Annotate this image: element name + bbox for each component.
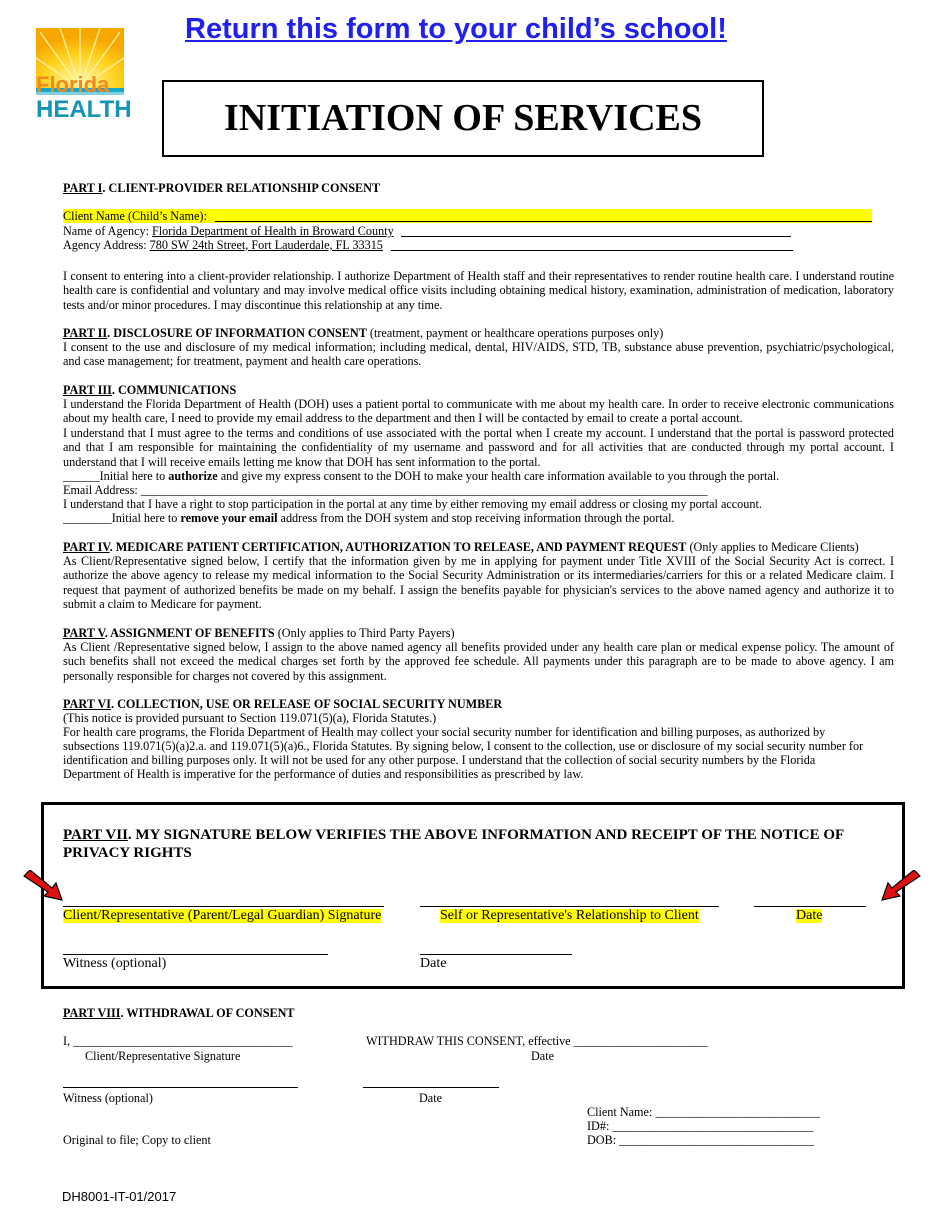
part6-line-4: Department of Health is imperative for the performance of duties and responsibilities as prescribed by law.: [63, 767, 584, 781]
signature-label: Client/Representative (Parent/Legal Guardian) Signature: [63, 908, 382, 923]
client-name-input-line[interactable]: [215, 221, 872, 222]
authorize-initial-row: ______Initial here to authorize and give my express consent to the DOH to make your health care information available to you through the portal.: [63, 469, 780, 483]
agency-address-value: 780 SW 24th Street, Fort Lauderdale, FL 33315: [149, 238, 383, 252]
relationship-line[interactable]: [420, 906, 719, 907]
part5-heading: PART V. ASSIGNMENT OF BENEFITS (Only applies to Third Party Payers): [63, 626, 455, 640]
part3-heading: PART III. COMMUNICATIONS: [63, 383, 237, 397]
part6-line-1: For health care programs, the Florida Department of Health may collect your social security number for identification and billing purposes, as authorized by: [63, 725, 826, 739]
witness-line[interactable]: [63, 954, 328, 955]
logo-text-florida: Florida: [36, 72, 110, 97]
signature-date-line[interactable]: [754, 906, 866, 907]
withdraw-witness-date-line[interactable]: [363, 1087, 499, 1088]
withdraw-effective-row: WITHDRAW THIS CONSENT, effective ______________________: [366, 1034, 708, 1048]
withdraw-witness-line[interactable]: [63, 1087, 298, 1088]
form-number: DH8001-IT-01/2017: [62, 1189, 177, 1204]
stamp-dob-field[interactable]: ________________________________: [619, 1133, 815, 1147]
copy-note: Original to file; Copy to client: [63, 1133, 211, 1147]
withdraw-witness-date-label: Date: [419, 1091, 443, 1105]
part6-notice: (This notice is provided pursuant to Section 119.071(5)(a), Florida Statutes.): [63, 711, 437, 725]
part6-line-3: identification and billing purposes only. It will not be used for any other purpose. I understand that the collection of social security numbers by the Florida: [63, 753, 816, 767]
page-title: INITIATION OF SERVICES: [223, 97, 702, 139]
logo-text-health: HEALTH: [36, 96, 132, 123]
form-title-box: [162, 80, 764, 157]
withdraw-witness-label: Witness (optional): [63, 1091, 153, 1105]
authorize-initial-field[interactable]: ______: [63, 469, 100, 483]
stamp-id-field[interactable]: _________________________________: [612, 1119, 814, 1133]
left-red-arrow-icon: [22, 870, 66, 904]
part3-body1: I understand the Florida Department of Health (DOH) uses a patient portal to communicate with me about my health care. In order to receive electronic communications about my health care, I need to provide my email address to the department and then I will be contacted by email to create a portal account.: [63, 397, 894, 426]
stamp-client-name-field[interactable]: ___________________________: [655, 1105, 820, 1119]
dob-stamp-row: DOB: ________________________________: [587, 1133, 815, 1147]
withdraw-sig-label: Client/Representative Signature: [85, 1049, 241, 1063]
withdraw-date-field[interactable]: ______________________: [573, 1034, 708, 1048]
agency-name-value: Florida Department of Health in Broward County: [152, 224, 394, 238]
part1-body: I consent to entering into a client-provider relationship. I authorize Department of Health staff and their representatives to render routine health care. I understand routine health care is confidential and voluntary and may involve medical office visits including obtaining medical history, examination, administration of medication, laboratory tests and/or minor procedures. I may discontinue this relationship at any time.: [63, 269, 894, 312]
witness-date-line[interactable]: [420, 954, 572, 955]
witness-date-label: Date: [420, 956, 447, 971]
part8-heading: PART VIII. WITHDRAWAL OF CONSENT: [63, 1006, 295, 1020]
withdraw-date-label: Date: [531, 1049, 555, 1063]
part1-heading: PART I. CLIENT-PROVIDER RELATIONSHIP CONSENT: [63, 181, 381, 195]
email-row: Email Address: _____________________________________________________________________________________________: [63, 483, 708, 497]
withdraw-signature-field[interactable]: ____________________________________: [73, 1034, 293, 1048]
witness-label: Witness (optional): [63, 956, 167, 971]
return-notice-link[interactable]: Return this form to your child’s school!: [185, 13, 727, 45]
client-name-row[interactable]: [63, 209, 872, 223]
signature-line[interactable]: [63, 906, 384, 907]
remove-email-initial-field[interactable]: ________: [63, 511, 112, 525]
part2-body: I consent to the use and disclosure of my medical information; including medical, dental, HIV/AIDS, STD, TB, substance abuse prevention, psychiatric/psychological, and case management; for treatment, payment and health care operations.: [63, 340, 894, 369]
part5-body: As Client /Representative signed below, I assign to the above named agency all benefits provided under any health care plan or medical expense policy. The amount of such benefits shall not exceed the medical charges set forth by the approved fee schedule. All payments under this paragraph are to be made to above agency. I am personally responsible for charges not covered by this assignment.: [63, 640, 894, 683]
florida-health-logo: [36, 28, 132, 123]
part3-body2: I understand that I must agree to the terms and conditions of use associated with the portal when I create my account. I understand that the portal is password protected and that I am responsible for maintaining the confidentiality of my username and password and for all activities that are conducted through my portal account. I understand that I will receive emails letting me know that DOH has sent information to the portal.: [63, 426, 894, 469]
id-stamp-row: ID#: _________________________________: [587, 1119, 814, 1133]
part6-line-2: subsections 119.071(5)(a)2.a. and 119.071(5)(a)6., Florida Statutes. By signing below, I consent to the collection, use or disclosure of my social security number for: [63, 739, 864, 753]
email-field[interactable]: _____________________________________________________________________________________________: [140, 483, 708, 497]
part4-heading: PART IV. MEDICARE PATIENT CERTIFICATION, AUTHORIZATION TO RELEASE, AND PAYMENT REQUEST (Only applies to Medicare Clients): [63, 540, 859, 554]
agency-address-row: Agency Address: 780 SW 24th Street, Fort Lauderdale, FL 33315: [63, 238, 793, 252]
part3-stop-text: I understand that I have a right to stop participation in the portal at any time by either removing my email address or closing my portal account.: [63, 497, 762, 511]
client-name-label: Client Name (Child’s Name):: [63, 209, 207, 223]
part6-heading: PART VI. COLLECTION, USE OR RELEASE OF SOCIAL SECURITY NUMBER: [63, 697, 503, 711]
client-name-stamp-row: Client Name: ___________________________: [587, 1105, 820, 1119]
relationship-label: Self or Representative's Relationship to Client: [440, 908, 699, 923]
part4-body: As Client/Representative signed below, I certify that the information given by me in applying for payment under Title XVIII of the Social Security Act is correct. I authorize the above agency to release my medical information to the Social Security Administration or its intermediaries/carriers for this or a related Medicare claim. I request that payment of authorized benefits be made on my behalf. I assign the benefits payable for physician's services to the above named agency and authorize it to submit a claim to Medicare for payment.: [63, 554, 894, 612]
withdraw-signature-row: I, ____________________________________: [63, 1034, 293, 1048]
date-label: Date: [796, 908, 823, 923]
agency-name-row: Name of Agency: Florida Department of Health in Broward County: [63, 224, 791, 238]
right-red-arrow-icon: [878, 870, 922, 904]
remove-email-initial-row: ________Initial here to remove your email address from the DOH system and stop receiving information through the portal.: [63, 511, 675, 525]
part7-heading: PART VII. MY SIGNATURE BELOW VERIFIES THE ABOVE INFORMATION AND RECEIPT OF THE NOTICE OF PRIVACY RIGHTS: [63, 827, 844, 861]
part2-heading: PART II. DISCLOSURE OF INFORMATION CONSENT (treatment, payment or healthcare operations purposes only): [63, 326, 664, 340]
